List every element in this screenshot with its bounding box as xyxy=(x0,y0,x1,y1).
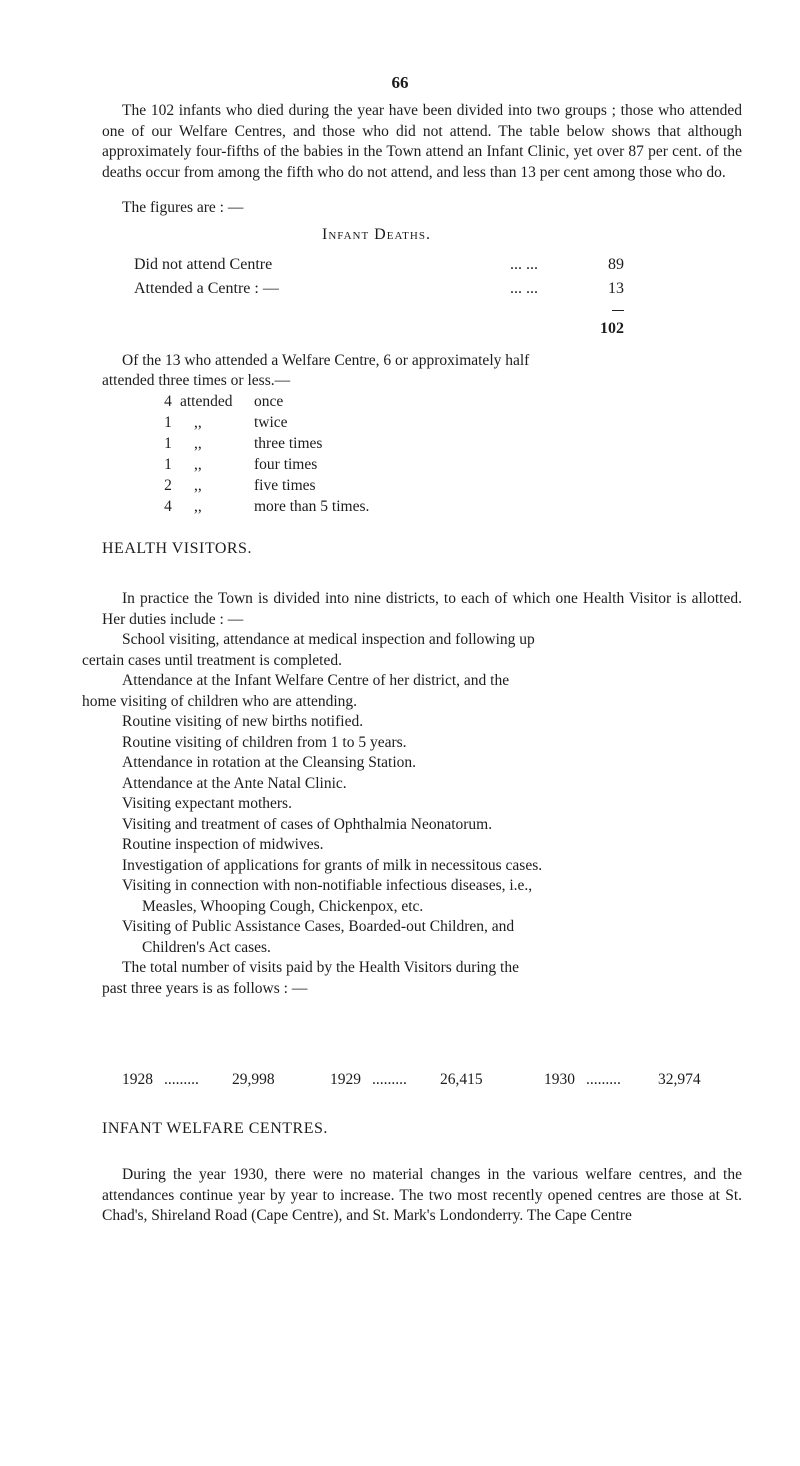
list-item-ditto: ,, xyxy=(194,477,202,494)
list-item-count: 1 xyxy=(164,414,172,431)
attended-para-line-2: attended three times or less.— xyxy=(102,372,291,389)
figures-intro: The figures are : — xyxy=(122,199,244,216)
infant-welfare-centres-heading: INFANT WELFARE CENTRES. xyxy=(102,1120,328,1137)
visits-intro-line-2: past three years is as follows : — xyxy=(102,979,308,997)
attended-para-line-1: Of the 13 who attended a Welfare Centre, 6 or approximately half xyxy=(122,352,530,369)
list-item: Visiting expectant mothers. xyxy=(122,795,292,812)
duty-text: School visiting, attendance at medical inspection and following up xyxy=(122,631,535,648)
visit-count: 26,415 xyxy=(440,1071,483,1088)
table-cell-value: 13 xyxy=(608,280,624,297)
visit-dots: ......... xyxy=(372,1071,407,1088)
list-item: Routine inspection of midwives. xyxy=(122,836,324,853)
duty-continuation: home visiting of children who are attending. xyxy=(82,692,358,710)
health-visitors-heading: HEALTH VISITORS. xyxy=(102,540,252,557)
visits-intro-line-1: The total number of visits paid by the Health Visitors during the xyxy=(122,959,519,976)
list-item: Attendance in rotation at the Cleansing Station. xyxy=(122,754,417,771)
iwc-paragraph-text: During the year 1930, there were no material changes in the various welfare centres, and the attendances continue year by year to increase. The two most recently opened centres are those at St. Chad's, Shireland Road (Cape Centre), and St. Mark's Londonderry. The Cape Centre xyxy=(102,1166,742,1224)
page-number: 66 xyxy=(391,73,409,92)
list-item-times: once xyxy=(254,393,284,410)
intro-paragraph-text: The 102 infants who died during the year have been divided into two groups ; those who attended one of our Welfare Centres, and those who did not attend. The table below shows that although approximately four-fifths of the babies in the Town attend an Infant Clinic, yet over 87 per cent. of the deaths occur from among the fifth who do not attend, and less than 13 per cent among those who do. xyxy=(102,102,742,181)
list-item xyxy=(122,876,742,917)
table-row: Attended a Centre : — xyxy=(134,280,279,297)
visit-year: 1930 xyxy=(544,1071,575,1088)
list-item-times: twice xyxy=(254,414,288,431)
list-item-times: three times xyxy=(254,435,323,452)
list-item: Routine visiting of children from 1 to 5 years. xyxy=(122,733,407,751)
table-row-dots: ... ... xyxy=(510,280,538,297)
table-cell-value: 89 xyxy=(608,256,624,273)
hv-intro-text: In practice the Town is divided into nine districts, to each of which one Health Visitor is allotted. Her duties include : — xyxy=(102,590,742,628)
list-item-count: 2 xyxy=(164,477,172,494)
visit-year: 1929 xyxy=(330,1071,361,1088)
list-item-ditto: ,, xyxy=(194,435,202,452)
list-item: Attendance at the Ante Natal Clinic. xyxy=(122,774,347,792)
list-item-count: 4 xyxy=(164,393,172,410)
list-item-ditto: ,, xyxy=(194,414,202,431)
table-row-dots: ... ... xyxy=(510,256,538,273)
list-item: Investigation of applications for grants of milk in necessitous cases. xyxy=(122,856,543,874)
list-item xyxy=(82,671,742,712)
visits-by-year xyxy=(102,1071,742,1091)
iwc-paragraph xyxy=(102,1165,742,1227)
visit-count: 29,998 xyxy=(232,1071,275,1088)
table-row: Did not attend Centre xyxy=(134,256,273,273)
list-item-times: more than 5 times. xyxy=(254,498,370,515)
visit-dots: ......... xyxy=(164,1071,199,1088)
list-item-times: four times xyxy=(254,456,318,473)
list-item: Routine visiting of new births notified. xyxy=(122,713,364,730)
list-item-count: 1 xyxy=(164,435,172,452)
duty-continuation: certain cases until treatment is completed. xyxy=(82,651,342,669)
table-caption: Infant Deaths. xyxy=(322,226,431,243)
table-total: 102 xyxy=(600,320,624,337)
intro-paragraph xyxy=(102,101,742,183)
visit-year: 1928 xyxy=(122,1071,153,1088)
list-item xyxy=(82,630,742,671)
duty-text: Visiting in connection with non-notifiable infectious diseases, i.e., xyxy=(122,877,533,894)
list-item-ditto: ,, xyxy=(194,456,202,473)
list-item: Visiting and treatment of cases of Ophthalmia Neonatorum. xyxy=(122,815,493,833)
visit-count: 32,974 xyxy=(658,1071,701,1088)
visit-dots: ......... xyxy=(586,1071,621,1088)
list-item-ditto: ,, xyxy=(194,498,202,515)
total-rule xyxy=(612,310,624,311)
hv-intro-paragraph xyxy=(102,589,742,630)
list-item xyxy=(122,917,742,958)
duty-text: Attendance at the Infant Welfare Centre of her district, and the xyxy=(122,672,510,689)
list-item-times: five times xyxy=(254,477,316,494)
duty-continuation: Children's Act cases. xyxy=(142,938,271,956)
list-item-count: 1 xyxy=(164,456,172,473)
duty-continuation: Measles, Whooping Cough, Chickenpox, etc. xyxy=(142,897,424,915)
list-item-count: 4 xyxy=(164,498,172,515)
list-item-ditto: attended xyxy=(180,393,233,410)
duty-text: Visiting of Public Assistance Cases, Boarded-out Children, and xyxy=(122,918,515,935)
duties-list xyxy=(82,630,742,999)
